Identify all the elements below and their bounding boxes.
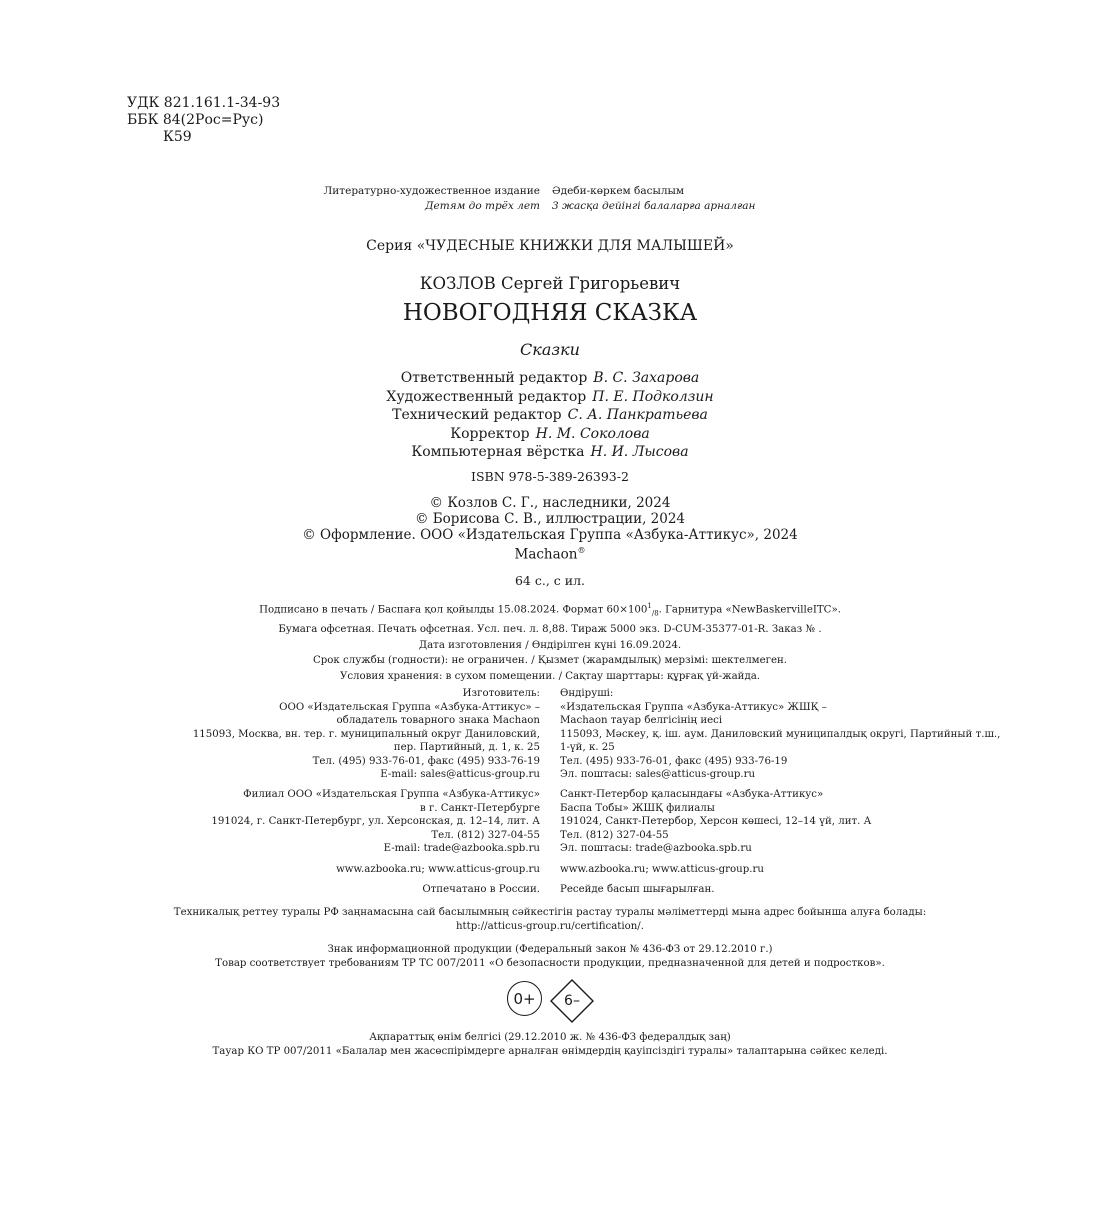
- branch-ru-line: Тел. (812) 327-04-55: [431, 829, 540, 841]
- author-name: КОЗЛОВ Сергей Григорьевич: [419, 274, 681, 293]
- edition-type-ru-line1: Литературно-художественное издание: [323, 185, 540, 197]
- credit-row: [0, 406, 1100, 425]
- print-info-line4: Срок службы (годности): не ограничен. / Қызмет (жарамдылық) мерзімі: шектелмеген.: [312, 655, 788, 667]
- info-mark-ru-line1: Знак информационной продукции (Федеральный закон № 436-ФЗ от 29.12.2010 г.): [327, 944, 773, 955]
- branch-kz-line: Санкт-Петербор қаласындағы «Азбука-Аттикус»: [560, 789, 824, 800]
- format-fraction-den: /8: [651, 609, 659, 618]
- age-badges: [507, 979, 597, 1023]
- manufacturer-kz-line: Эл. поштасы: sales@atticus-group.ru: [560, 769, 756, 780]
- branch-ru-line: 191024, г. Санкт-Петербург, ул. Херсонская, д. 12–14, лит. А: [211, 816, 540, 827]
- manufacturer-kz-line: 1-үй, к. 25: [560, 742, 615, 753]
- format-fraction-num: 1: [647, 602, 652, 610]
- info-rating-badge: 0+: [507, 981, 542, 1016]
- credit-person: П. Е. Подколзин: [592, 388, 714, 405]
- info-mark-kz-line2: Тауар КО ТР 007/2011 «Балалар мен жасөспірімдерге арналған өнімдердің қауіпсіздігі туралы» талаптарына сәйкес келеді.: [212, 1045, 888, 1057]
- manufacturer-ru-line: Изготовитель:: [462, 688, 540, 699]
- branch-ru-line: в г. Санкт-Петербурге: [419, 802, 540, 814]
- print-info-line5: Условия хранения: в сухом помещении. / Сақтау шарттары: құрғақ үй-жайда.: [339, 670, 761, 682]
- bbk-code: ББК 84(2Рос=Рус): [127, 112, 264, 128]
- credit-row: [0, 369, 1100, 388]
- credit-row: [0, 388, 1100, 407]
- edition-type-kz-line2: 3 жасқа дейінгі балаларға арналған: [552, 200, 756, 212]
- certification-block: [0, 906, 1100, 933]
- manufacturer-ru-line: E-mail: sales@atticus-group.ru: [380, 769, 540, 780]
- copyright-line: © Оформление. ООО «Издательская Группа «Азбука-Аттикус», 2024: [302, 527, 798, 543]
- manufacturer-kz-line: 115093, Мәскеу, қ. іш. аум. Даниловский муниципалдық округі, Партийный т.ш.,: [560, 728, 1001, 740]
- info-mark-kz: [0, 1031, 1100, 1058]
- websites-ru: www.azbooka.ru; www.atticus-group.ru: [336, 864, 540, 875]
- brand-line: [0, 543, 1100, 563]
- info-mark-kz-line1: Ақпараттық өнім белгісі (29.12.2010 ж. № 436-ФЗ федералдық заң): [369, 1032, 731, 1043]
- branch-ru-line: Филиал ООО «Издательская Группа «Азбука-Аттикус»: [243, 789, 540, 800]
- branch-kz-line: 191024, Санкт-Петербор, Херсон көшесі, 12–14 үй, лит. А: [560, 816, 872, 827]
- branch-kz-line: Тел. (812) 327-04-55: [560, 829, 669, 841]
- info-mark-ru: [0, 943, 1100, 970]
- websites-kz: www.azbooka.ru; www.atticus-group.ru: [560, 864, 764, 875]
- product-age-label: 6–: [564, 993, 580, 1009]
- series-name: Серия «ЧУДЕСНЫЕ КНИЖКИ ДЛЯ МАЛЫШЕЙ»: [366, 238, 734, 254]
- credit-person: С. А. Панкратьева: [567, 407, 708, 424]
- isbn: ISBN 978-5-389-26393-2: [471, 469, 629, 484]
- manufacturer-kz-line: Тел. (495) 933-76-01, факс (495) 933-76-19: [560, 755, 788, 767]
- credit-role: Технический редактор: [392, 407, 562, 424]
- page-count: 64 с., с ил.: [514, 573, 586, 588]
- credit-role: Компьютерная вёрстка: [411, 444, 585, 461]
- certification-url: http://atticus-group.ru/certification/.: [456, 920, 644, 932]
- credit-person: В. С. Захарова: [593, 370, 700, 386]
- credits-list: [0, 369, 1100, 462]
- credit-row: [0, 443, 1100, 462]
- branch-kz-line: Эл. поштасы: trade@azbooka.spb.ru: [560, 843, 752, 854]
- edition-type-kz-line1: Әдеби-көркем басылым: [552, 185, 685, 197]
- credit-person: Н. И. Лысова: [590, 444, 689, 461]
- print-format-text: Подписано в печать / Баспаға қол қойылды 15.08.2024. Формат 60×100: [259, 604, 648, 616]
- printed-in-kz: Ресейде басып шығарылған.: [560, 884, 715, 895]
- copyright-block: [0, 495, 1100, 563]
- manufacturer-kz: [560, 687, 1000, 782]
- branch-ru: [211, 788, 540, 856]
- registered-mark: ®: [577, 546, 586, 555]
- credit-row: [0, 425, 1100, 444]
- copyright-line: © Козлов С. Г., наследники, 2024: [429, 495, 671, 511]
- copyright-line: © Борисова С. В., иллюстрации, 2024: [414, 511, 686, 527]
- manufacturer-ru-line: 115093, Москва, вн. тер. г. муниципальный округ Даниловский,: [192, 728, 540, 740]
- book-title: НОВОГОДНЯЯ СКАЗКА: [402, 300, 698, 326]
- printed-in-ru: Отпечатано в России.: [422, 884, 540, 895]
- manufacturer-ru-line: ООО «Издательская Группа «Азбука-Аттикус» –: [279, 701, 540, 713]
- genre: Сказки: [520, 340, 580, 359]
- info-mark-ru-line2: Товар соответствует требованиям ТР ТС 007/2011 «О безопасности продукции, предназначенной для детей и подростков».: [215, 957, 885, 969]
- manufacturer-kz-line: «Издательская Группа «Азбука-Аттикус» ЖШҚ –: [560, 701, 827, 713]
- manufacturer-ru-line: Тел. (495) 933-76-01, факс (495) 933-76-19: [312, 755, 540, 767]
- manufacturer-kz-line: Өндіруші:: [560, 688, 614, 699]
- classification-block: [127, 95, 280, 146]
- credit-person: Н. М. Соколова: [535, 425, 650, 442]
- manufacturer-ru-line: обладатель товарного знака Machaon: [336, 715, 540, 726]
- author-mark: К59: [163, 129, 192, 145]
- print-typeface-text: . Гарнитура «NewBaskervilleITC».: [658, 604, 841, 616]
- product-age-badge: [550, 979, 594, 1023]
- branch-ru-line: E-mail: trade@azbooka.spb.ru: [383, 843, 540, 854]
- credit-role: Ответственный редактор: [400, 370, 588, 386]
- print-info-line2: Бумага офсетная. Печать офсетная. Усл. печ. л. 8,88. Тираж 5000 экз. D-CUM-35377-01-R. Заказ № .: [278, 624, 822, 636]
- print-info-line1: [0, 599, 1100, 622]
- certification-line1: Техникалық реттеу туралы РФ заңнамасына сай басылымның сәйкестігін растау туралы мәліметтерді мына адрес бойынша алуға болады:: [173, 907, 927, 918]
- manufacturer-kz-line: Machaon тауар белгісінің иесі: [560, 715, 723, 726]
- branch-kz: [560, 788, 871, 856]
- credit-role: Корректор: [450, 425, 530, 442]
- edition-type-kz: [552, 184, 755, 214]
- edition-type-ru-line2: Детям до трёх лет: [424, 200, 540, 212]
- branch-kz-line: Баспа Тобы» ЖШҚ филиалы: [560, 802, 715, 814]
- print-info: [0, 599, 1100, 684]
- udk-code: УДК 821.161.1-34-93: [127, 95, 281, 111]
- edition-type-ru: [324, 184, 540, 214]
- credit-role: Художественный редактор: [386, 388, 587, 405]
- brand-name: Machaon: [514, 546, 578, 563]
- print-info-line3: Дата изготовления / Өндірілген күні 16.09.2024.: [418, 639, 682, 651]
- manufacturer-ru: [193, 687, 540, 782]
- manufacturer-ru-line: пер. Партийный, д. 1, к. 25: [393, 742, 540, 753]
